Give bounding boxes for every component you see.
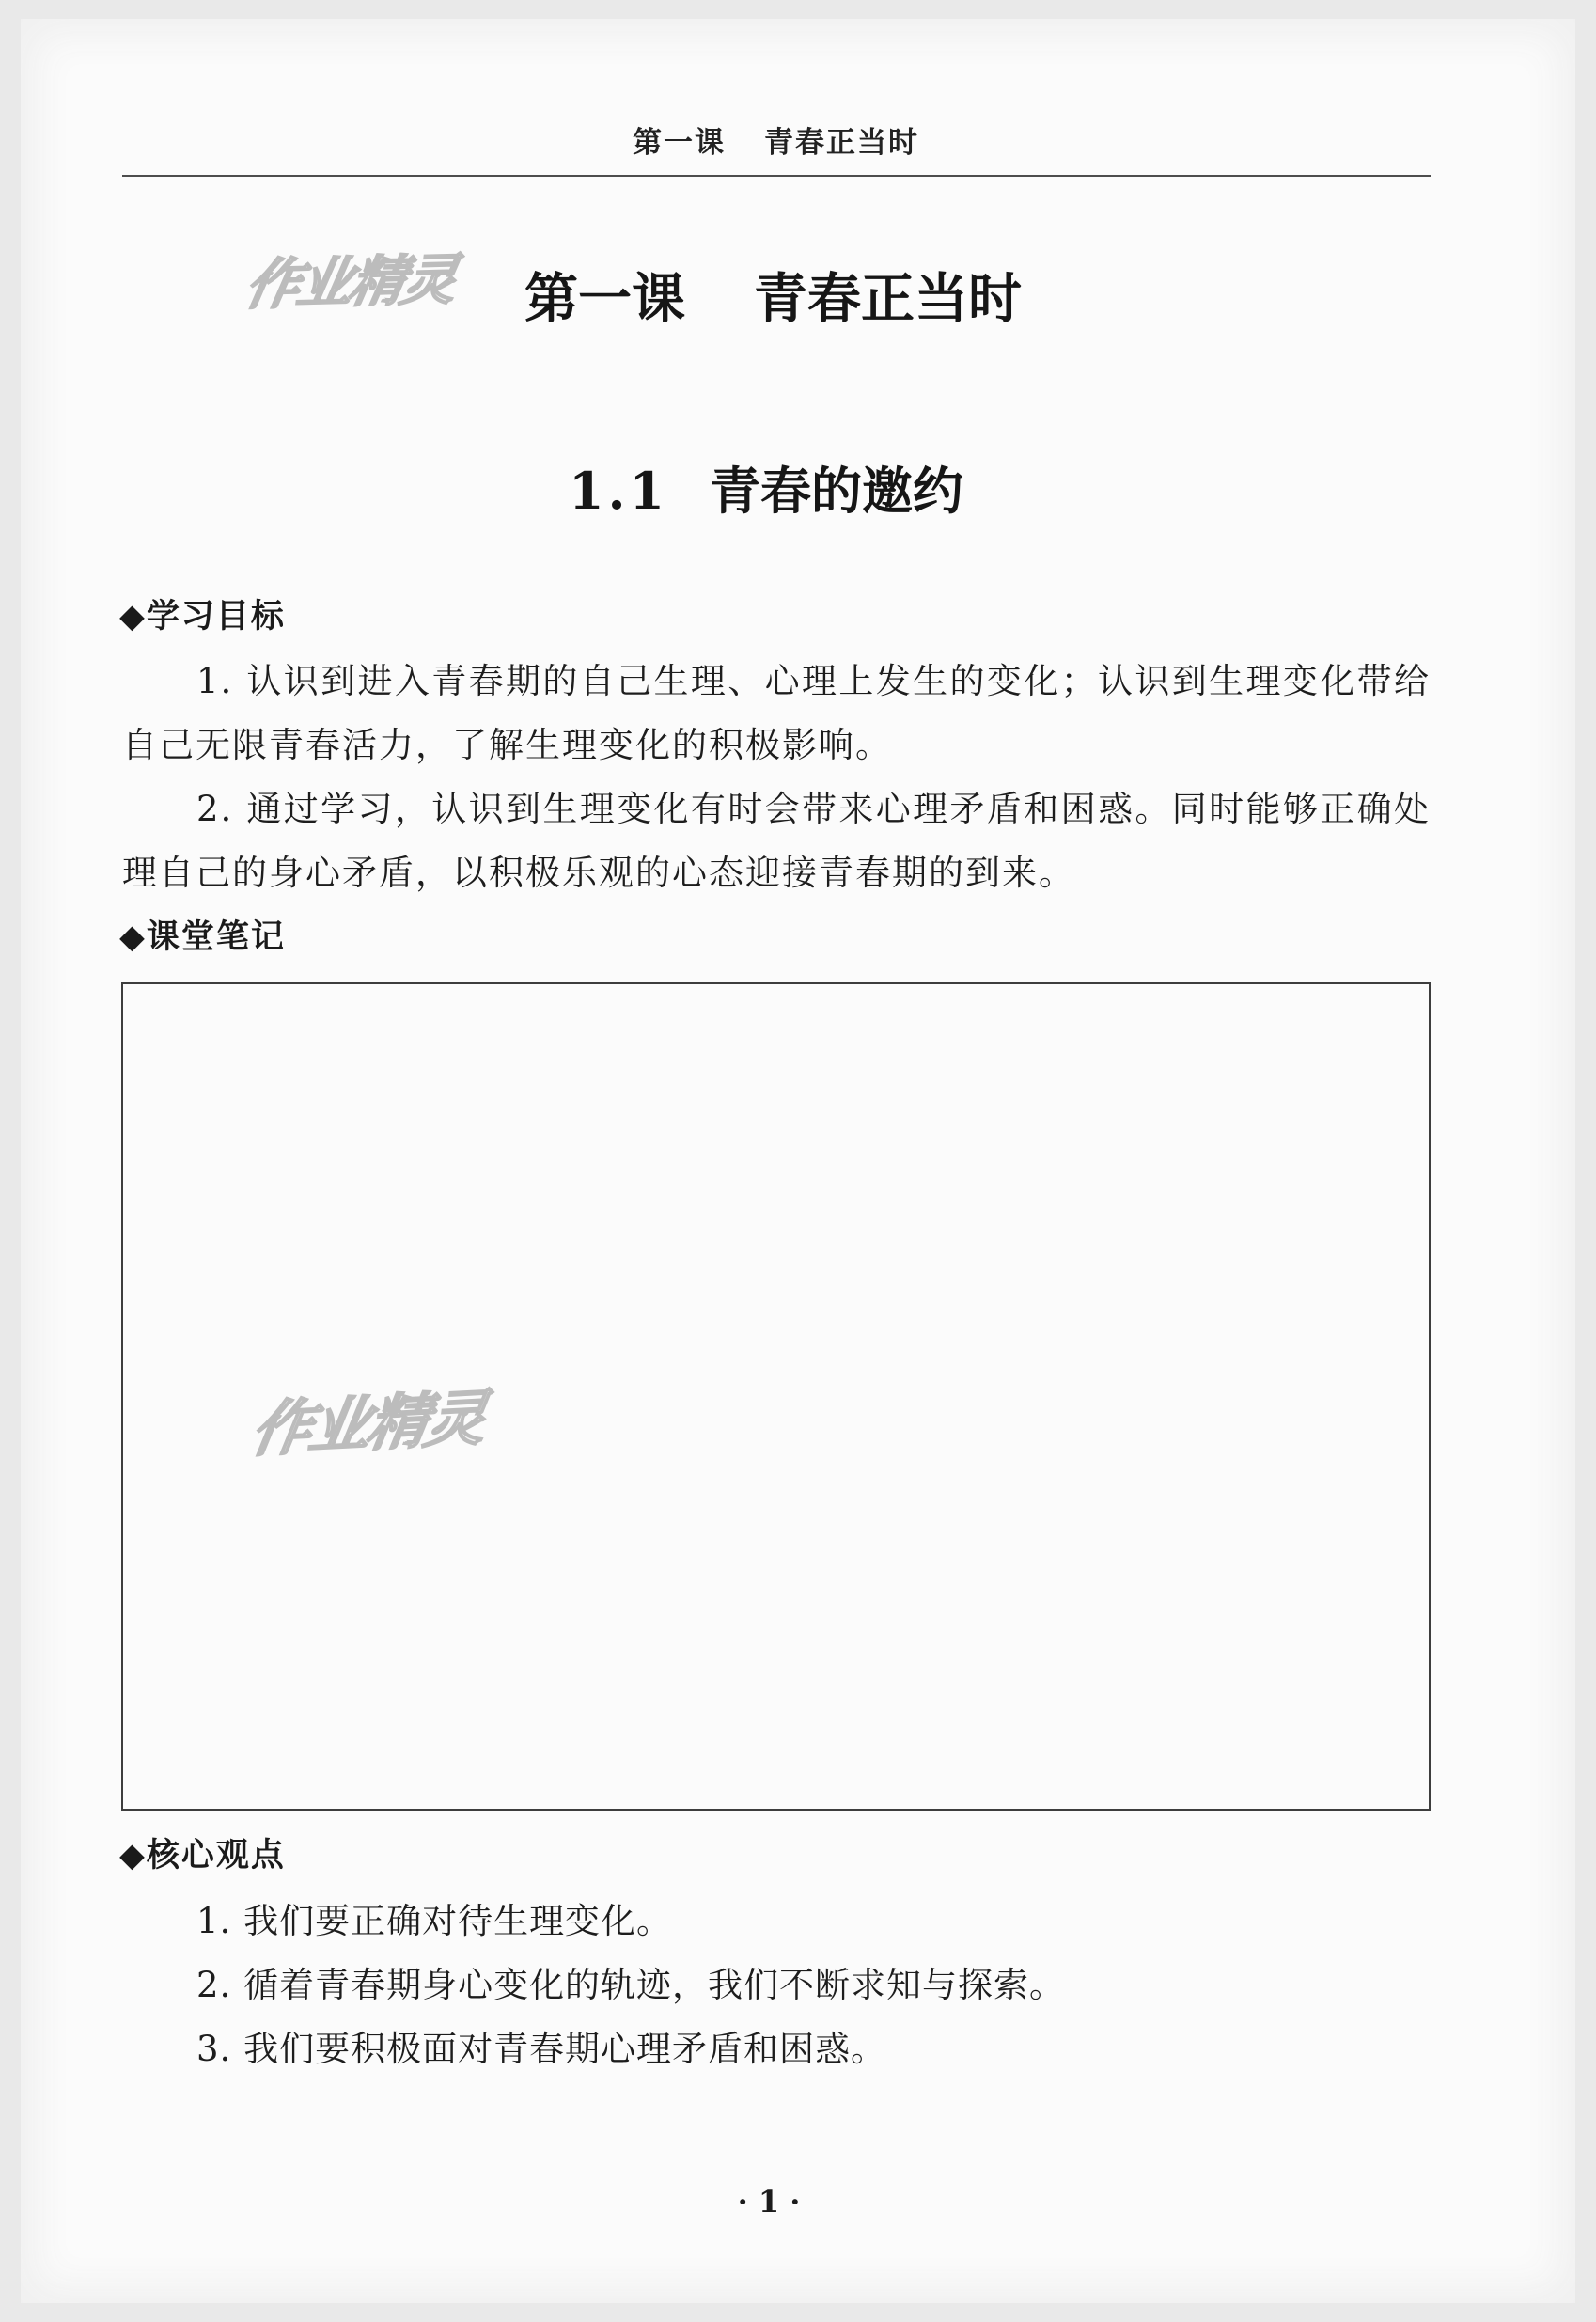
- page-number: · 1 ·: [737, 2184, 801, 2220]
- watermark-logo: 作业精灵: [240, 247, 461, 317]
- core-item: 1. 我们要正确对待生理变化。: [196, 1901, 673, 1941]
- watermark-logo: 作业精灵: [246, 1384, 490, 1466]
- objective-line: 自己无限青春活力，了解生理变化的积极影响。: [122, 725, 892, 765]
- header-rule: [122, 175, 1431, 177]
- section-title: 青春的邀约: [710, 461, 963, 521]
- lesson-number: 第一课: [524, 267, 685, 330]
- core-heading: ◆核心观点: [119, 1837, 286, 1875]
- notes-heading: ◆课堂笔记: [119, 918, 286, 956]
- running-header-lesson-title: 青春正当时: [764, 126, 919, 160]
- objective-line: 理自己的身心矛盾，以积极乐观的心态迎接青春期的到来。: [122, 853, 1075, 893]
- section-number: 1.1: [569, 461, 668, 521]
- core-item: 2. 循着青春期身心变化的轨迹，我们不断求知与探索。: [196, 1965, 1066, 2005]
- lesson-title: 青春正当时: [754, 267, 1022, 330]
- objectives-heading: ◆学习目标: [119, 598, 286, 635]
- objective-line: 2. 通过学习，认识到生理变化有时会带来心理矛盾和困惑。同时能够正确处: [196, 789, 1431, 829]
- running-header-lesson-number: 第一课: [633, 126, 726, 160]
- core-item: 3. 我们要积极面对青春期心理矛盾和困惑。: [196, 2029, 887, 2069]
- objective-line: 1. 认识到进入青春期的自己生理、心理上发生的变化；认识到生理变化带给: [196, 661, 1431, 701]
